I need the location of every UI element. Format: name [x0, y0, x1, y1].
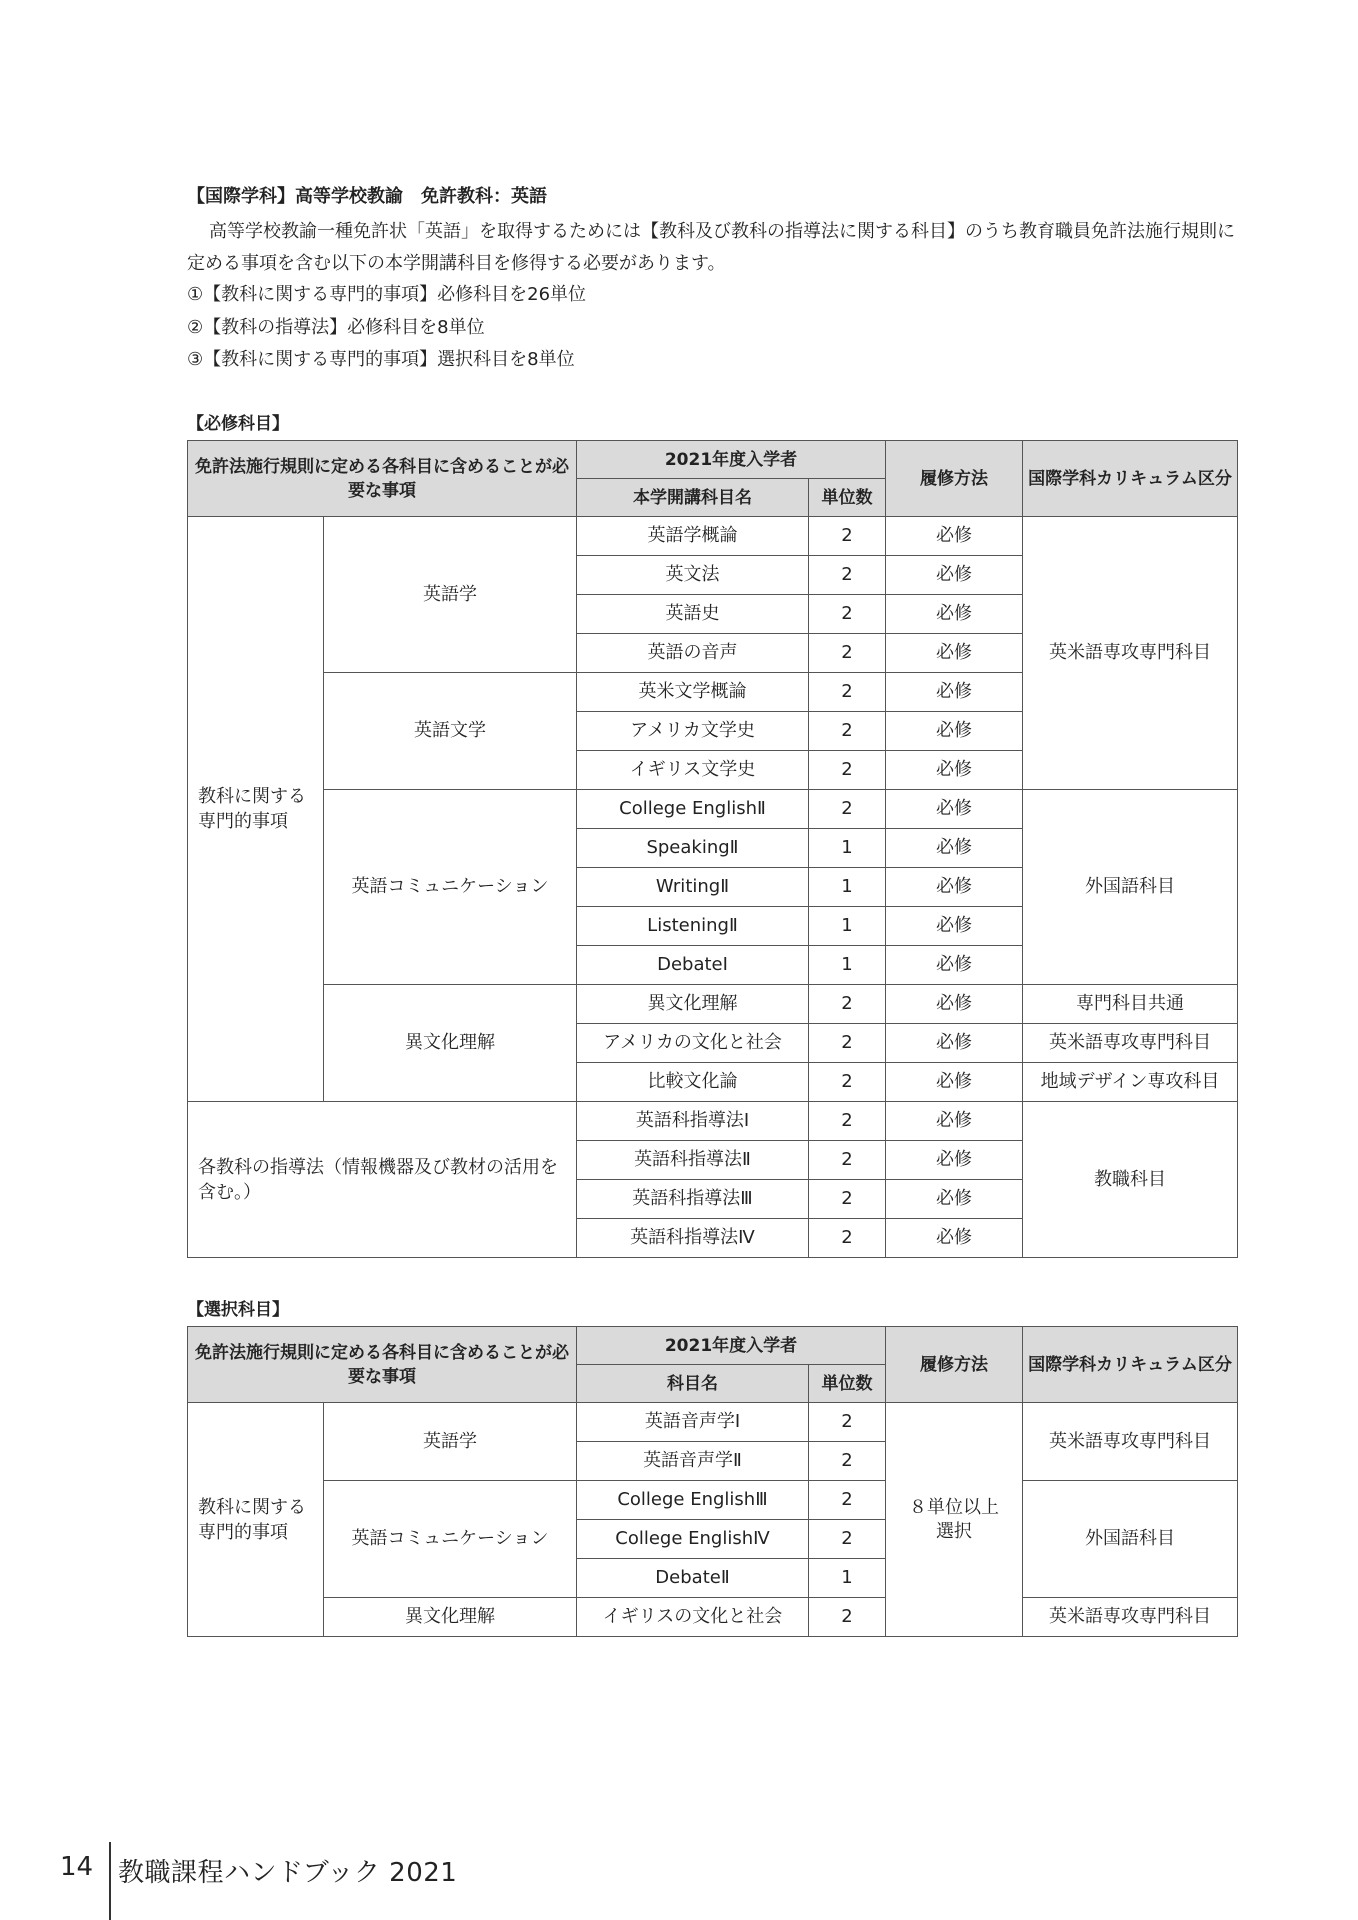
credits-cell: 2 — [809, 517, 886, 556]
matter-cell: 各教科の指導法（情報機器及び教材の活用を含む。） — [188, 1102, 577, 1258]
course-cell: イギリスの文化と社会 — [577, 1598, 809, 1637]
header-matter: 免許法施行規則に定める各科目に含めることが必要な事項 — [188, 441, 577, 517]
requirement-3: ③【教科に関する専門的事項】選択科目を8単位 — [187, 349, 575, 370]
field-cell: 異文化理解 — [324, 1598, 577, 1637]
method-cell: 必修 — [886, 634, 1023, 673]
course-cell: 比較文化論 — [577, 1063, 809, 1102]
credits-cell: 2 — [809, 1180, 886, 1219]
category-cell: 地域デザイン専攻科目 — [1023, 1063, 1238, 1102]
credits-cell: 2 — [809, 712, 886, 751]
method-cell: 必修 — [886, 751, 1023, 790]
category-cell: 外国語科目 — [1023, 790, 1238, 985]
method-cell: 必修 — [886, 868, 1023, 907]
category-cell: 英米語専攻専門科目 — [1023, 1024, 1238, 1063]
course-cell: WritingⅡ — [577, 868, 809, 907]
header-course: 科目名 — [577, 1365, 809, 1403]
category-cell: 英米語専攻専門科目 — [1023, 517, 1238, 790]
footer-divider — [109, 1842, 111, 1920]
course-cell: DebateⅠ — [577, 946, 809, 985]
header-credits: 単位数 — [809, 479, 886, 517]
section-heading: 【国際学科】高等学校教諭 免許教科：英語 — [187, 186, 547, 207]
method-cell: 必修 — [886, 1063, 1023, 1102]
credits-cell: 1 — [809, 907, 886, 946]
credits-cell: 2 — [809, 634, 886, 673]
field-cell: 英語コミュニケーション — [324, 790, 577, 985]
header-year: 2021年度入学者 — [577, 441, 886, 479]
header-category: 国際学科カリキュラム区分 — [1023, 1327, 1238, 1403]
credits-cell: 2 — [809, 1598, 886, 1637]
credits-cell: 2 — [809, 1102, 886, 1141]
method-cell: 必修 — [886, 556, 1023, 595]
method-cell: 必修 — [886, 790, 1023, 829]
category-cell: 英米語専攻専門科目 — [1023, 1403, 1238, 1481]
method-cell: 必修 — [886, 907, 1023, 946]
course-cell: 英語科指導法Ⅲ — [577, 1180, 809, 1219]
course-cell: DebateⅡ — [577, 1559, 809, 1598]
header-course: 本学開講科目名 — [577, 479, 809, 517]
credits-cell: 2 — [809, 1063, 886, 1102]
credits-cell: 1 — [809, 868, 886, 907]
credits-cell: 2 — [809, 1520, 886, 1559]
elective-table-label: 【選択科目】 — [187, 1300, 289, 1320]
field-cell: 英語学 — [324, 1403, 577, 1481]
credits-cell: 2 — [809, 1141, 886, 1180]
method-cell: 必修 — [886, 673, 1023, 712]
course-cell: 英語科指導法Ⅳ — [577, 1219, 809, 1258]
course-cell: アメリカ文学史 — [577, 712, 809, 751]
method-cell: 必修 — [886, 1141, 1023, 1180]
credits-cell: 2 — [809, 751, 886, 790]
course-cell: College EnglishⅣ — [577, 1520, 809, 1559]
field-cell: 英語コミュニケーション — [324, 1481, 577, 1598]
requirement-2: ②【教科の指導法】必修科目を8単位 — [187, 317, 485, 338]
footer-title: 教職課程ハンドブック 2021 — [118, 1858, 458, 1888]
course-cell: ListeningⅡ — [577, 907, 809, 946]
method-cell: 必修 — [886, 1024, 1023, 1063]
course-cell: アメリカの文化と社会 — [577, 1024, 809, 1063]
credits-cell: 2 — [809, 595, 886, 634]
header-year: 2021年度入学者 — [577, 1327, 886, 1365]
method-cell: 必修 — [886, 1219, 1023, 1258]
course-cell: イギリス文学史 — [577, 751, 809, 790]
credits-cell: 2 — [809, 790, 886, 829]
course-cell: 英語音声学Ⅰ — [577, 1403, 809, 1442]
course-cell: 英語史 — [577, 595, 809, 634]
credits-cell: 2 — [809, 1403, 886, 1442]
course-cell: 英米文学概論 — [577, 673, 809, 712]
course-cell: 英語科指導法Ⅰ — [577, 1102, 809, 1141]
header-matter: 免許法施行規則に定める各科目に含めることが必要な事項 — [188, 1327, 577, 1403]
credits-cell: 2 — [809, 1024, 886, 1063]
credits-cell: 1 — [809, 829, 886, 868]
category-cell: 英米語専攻専門科目 — [1023, 1598, 1238, 1637]
method-cell: 必修 — [886, 985, 1023, 1024]
course-cell: 異文化理解 — [577, 985, 809, 1024]
field-cell: 英語文学 — [324, 673, 577, 790]
credits-cell: 2 — [809, 985, 886, 1024]
page-number: 14 — [60, 1852, 94, 1882]
required-table-label: 【必修科目】 — [187, 414, 289, 434]
matter-cell: 教科に関する専門的事項 — [188, 1403, 324, 1637]
method-cell: 必修 — [886, 1102, 1023, 1141]
course-cell: 英語の音声 — [577, 634, 809, 673]
course-cell: 英語学概論 — [577, 517, 809, 556]
course-cell: College EnglishⅡ — [577, 790, 809, 829]
credits-cell: 1 — [809, 946, 886, 985]
category-cell: 外国語科目 — [1023, 1481, 1238, 1598]
method-cell: 必修 — [886, 1180, 1023, 1219]
credits-cell: 2 — [809, 556, 886, 595]
course-cell: 英語音声学Ⅱ — [577, 1442, 809, 1481]
method-cell: 必修 — [886, 595, 1023, 634]
header-credits: 単位数 — [809, 1365, 886, 1403]
category-cell: 専門科目共通 — [1023, 985, 1238, 1024]
course-cell: 英語科指導法Ⅱ — [577, 1141, 809, 1180]
credits-cell: 1 — [809, 1559, 886, 1598]
intro-paragraph: 高等学校教諭一種免許状「英語」を取得するためには【教科及び教科の指導法に関する科目】のうち教育職員免許法施行規則に定める事項を含む以下の本学開講科目を修得する必要があります。 — [187, 221, 1235, 274]
field-cell: 英語学 — [324, 517, 577, 673]
category-cell: 教職科目 — [1023, 1102, 1238, 1258]
credits-cell: 2 — [809, 1442, 886, 1481]
requirement-1: ①【教科に関する専門的事項】必修科目を26単位 — [187, 284, 587, 305]
method-cell: 必修 — [886, 829, 1023, 868]
required-courses-table — [187, 440, 1238, 1258]
header-method: 履修方法 — [886, 441, 1023, 517]
credits-cell: 2 — [809, 1481, 886, 1520]
credits-cell: 2 — [809, 673, 886, 712]
field-cell: 異文化理解 — [324, 985, 577, 1102]
elective-courses-table — [187, 1326, 1238, 1637]
method-cell: 必修 — [886, 712, 1023, 751]
header-method: 履修方法 — [886, 1327, 1023, 1403]
method-cell: 必修 — [886, 517, 1023, 556]
header-category: 国際学科カリキュラム区分 — [1023, 441, 1238, 517]
method-cell: 必修 — [886, 946, 1023, 985]
course-cell: SpeakingⅡ — [577, 829, 809, 868]
course-cell: College EnglishⅢ — [577, 1481, 809, 1520]
method-cell: ８単位以上選択 — [886, 1403, 1023, 1637]
matter-cell: 教科に関する専門的事項 — [188, 517, 324, 1102]
credits-cell: 2 — [809, 1219, 886, 1258]
course-cell: 英文法 — [577, 556, 809, 595]
